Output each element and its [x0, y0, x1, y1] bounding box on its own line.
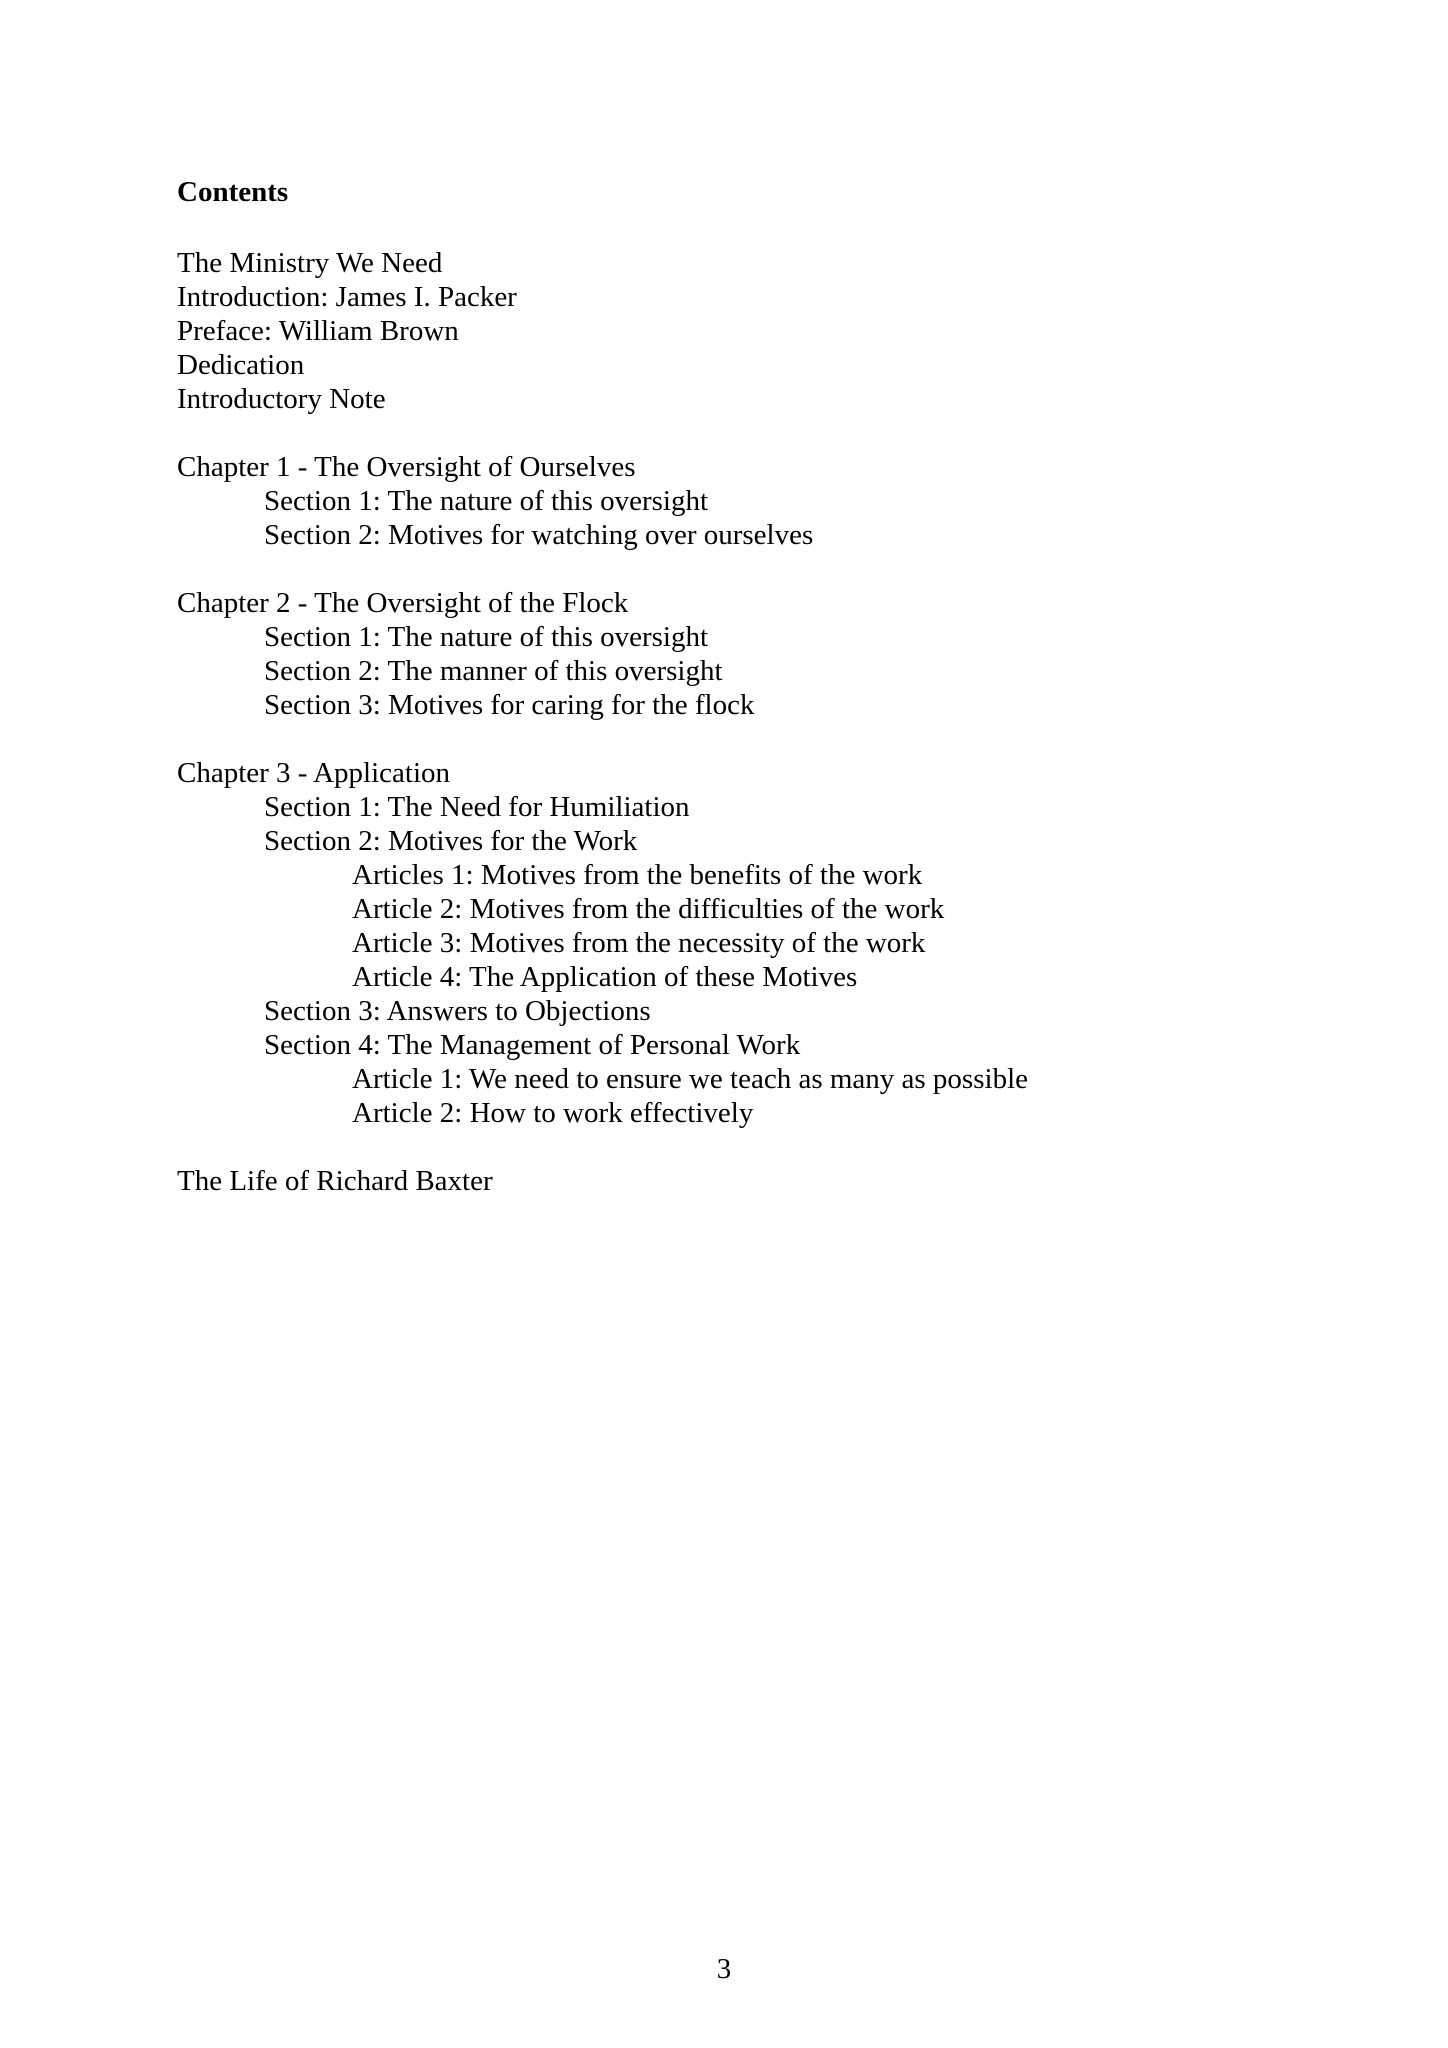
toc-ch3-s2-article-4: Article 4: The Application of these Motives: [352, 961, 858, 993]
toc-ch2-section-3: Section 3: Motives for caring for the flock: [264, 689, 755, 721]
toc-ch2-section-1: Section 1: The nature of this oversight: [264, 621, 709, 653]
spacer: [177, 552, 1327, 586]
toc-ch3-section-2: Section 2: Motives for the Work: [264, 825, 638, 857]
toc-ch1-section-2: Section 2: Motives for watching over ourselves: [264, 519, 814, 551]
toc-ch1-section-1: Section 1: The nature of this oversight: [264, 485, 709, 517]
toc-ch3-s2-article-2: Article 2: Motives from the difficulties of the work: [352, 893, 945, 925]
table-of-contents: [177, 246, 1327, 1198]
toc-ch3-section-4: Section 4: The Management of Personal Work: [264, 1029, 801, 1061]
toc-ch3-s4-article-2: Article 2: How to work effectively: [352, 1097, 754, 1129]
toc-ch3-s2-article-3: Article 3: Motives from the necessity of the work: [352, 927, 926, 959]
toc-entry-ministry-we-need: The Ministry We Need: [177, 247, 443, 279]
page-number: 3: [716, 1953, 732, 1985]
toc-ch2-section-2: Section 2: The manner of this oversight: [264, 655, 723, 687]
toc-entry-life-of-richard-baxter: The Life of Richard Baxter: [177, 1165, 493, 1197]
toc-entry-introductory-note: Introductory Note: [177, 383, 386, 415]
toc-ch3-section-3: Section 3: Answers to Objections: [264, 995, 651, 1027]
toc-ch3-s4-article-1: Article 1: We need to ensure we teach as many as possible: [352, 1063, 1028, 1095]
toc-ch3-s2-article-1: Articles 1: Motives from the benefits of the work: [352, 859, 923, 891]
toc-chapter-1: Chapter 1 - The Oversight of Ourselves: [177, 451, 636, 483]
spacer: [177, 722, 1327, 756]
toc-entry-preface: Preface: William Brown: [177, 315, 459, 347]
spacer: [177, 416, 1327, 450]
toc-chapter-2: Chapter 2 - The Oversight of the Flock: [177, 587, 629, 619]
toc-ch3-section-1: Section 1: The Need for Humiliation: [264, 791, 690, 823]
toc-chapter-3: Chapter 3 - Application: [177, 757, 451, 789]
toc-entry-introduction: Introduction: James I. Packer: [177, 281, 517, 313]
contents-heading: Contents: [177, 176, 289, 208]
spacer: [177, 1130, 1327, 1164]
toc-entry-dedication: Dedication: [177, 349, 305, 381]
